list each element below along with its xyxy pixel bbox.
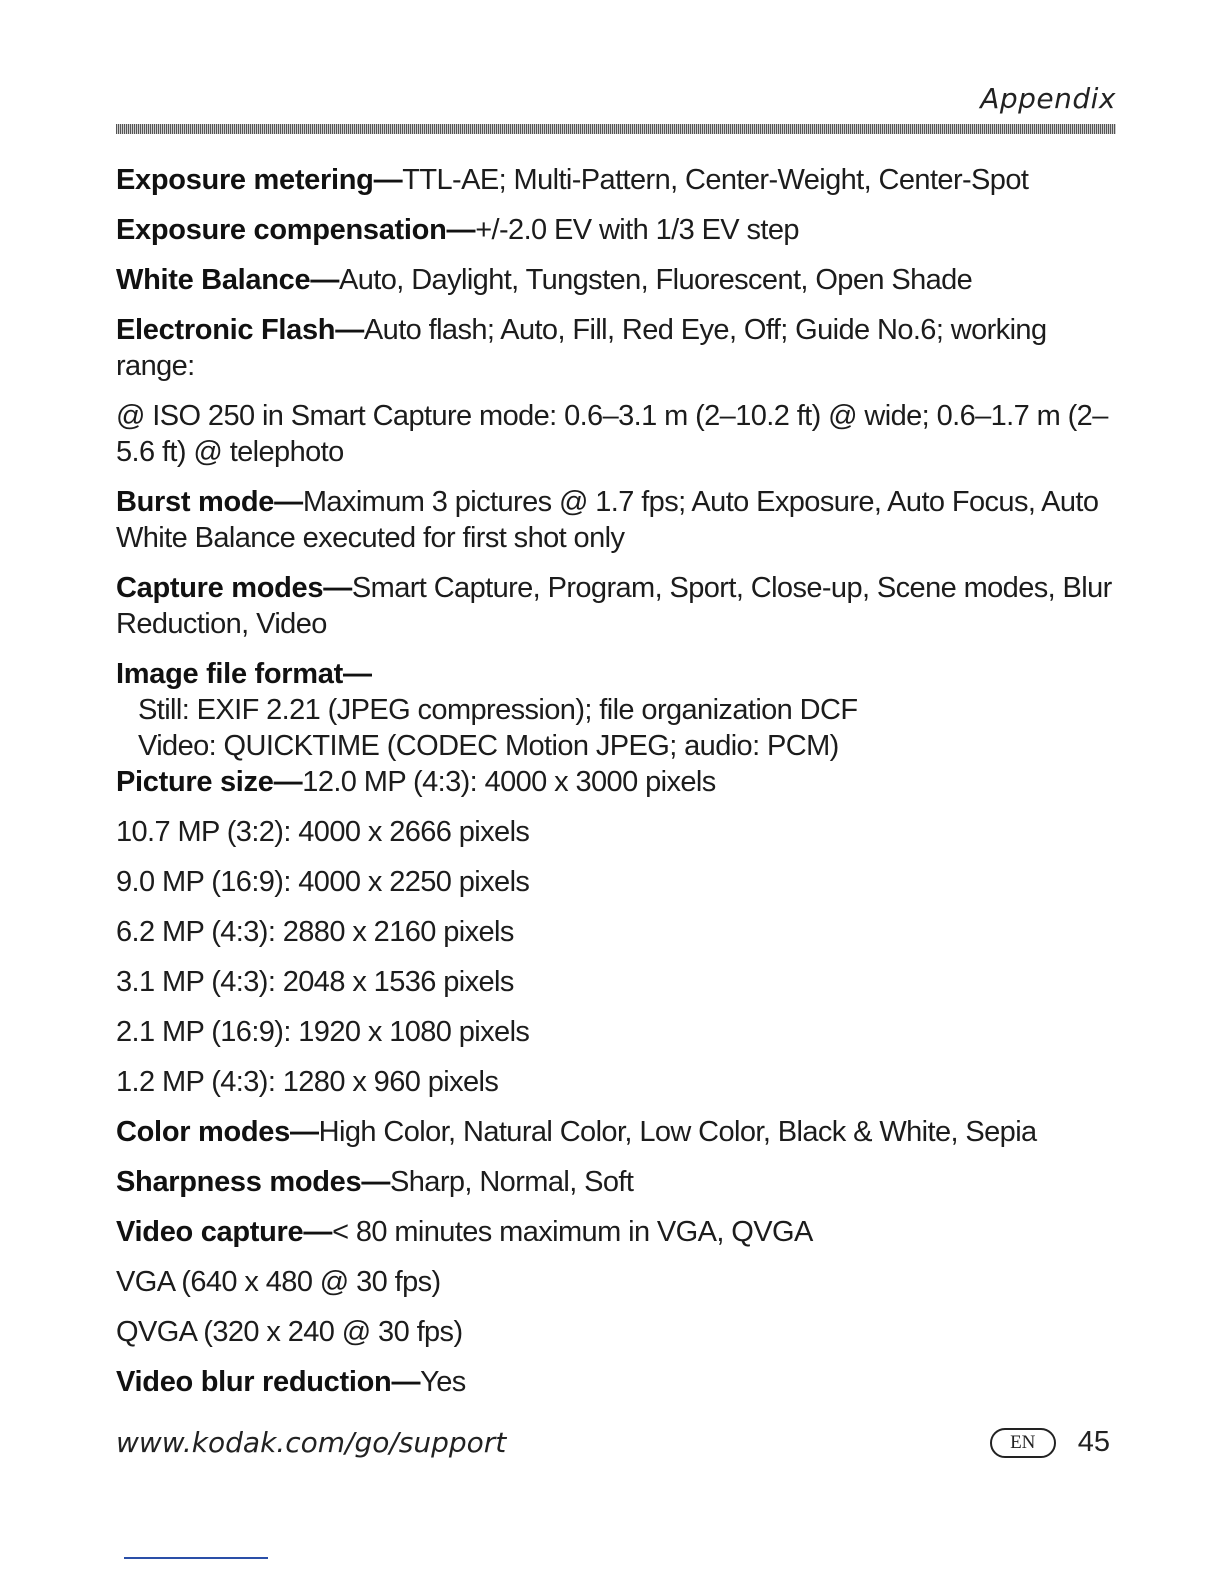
spec-detail-line bbox=[116, 914, 1116, 950]
spec-term: Exposure compensation bbox=[116, 214, 447, 246]
bottom-divider bbox=[124, 1557, 268, 1559]
spec-list bbox=[116, 162, 1116, 1400]
spec-item bbox=[116, 484, 1116, 556]
spec-term: Picture size bbox=[116, 766, 274, 798]
footer-support-url[interactable]: www.kodak.com/go/support bbox=[116, 1426, 507, 1459]
spec-detail-line bbox=[116, 728, 1116, 764]
spec-separator: — bbox=[446, 214, 476, 246]
spec-value: 1.2 MP (4:3): 1280 x 960 pixels bbox=[116, 1066, 499, 1098]
spec-item bbox=[116, 1214, 1116, 1250]
spec-value: Maximum 3 pictures @ 1.7 fps; Auto Exposure, Auto Focus, Auto White Balance executed for first shot only bbox=[116, 486, 1099, 554]
spec-separator: — bbox=[303, 1216, 333, 1248]
spec-value: Smart Capture, Program, Sport, Close-up, Scene modes, Blur Reduction, Video bbox=[116, 572, 1112, 640]
spec-separator: — bbox=[342, 658, 372, 690]
spec-separator: — bbox=[310, 264, 340, 296]
spec-detail-line bbox=[116, 398, 1116, 470]
spec-value: Auto, Daylight, Tungsten, Fluorescent, Open Shade bbox=[339, 264, 973, 296]
spec-item bbox=[116, 262, 1116, 298]
spec-item bbox=[116, 1164, 1116, 1200]
spec-detail-line bbox=[116, 1264, 1116, 1300]
spec-value: High Color, Natural Color, Low Color, Black & White, Sepia bbox=[318, 1116, 1037, 1148]
header-title: Appendix bbox=[980, 82, 1116, 115]
spec-separator: — bbox=[289, 1116, 319, 1148]
spec-value: TTL-AE; Multi-Pattern, Center-Weight, Center-Spot bbox=[402, 164, 1029, 196]
spec-value: @ ISO 250 in Smart Capture mode: 0.6–3.1 m (2–10.2 ft) @ wide; 0.6–1.7 m (2–5.6 ft) @ telephoto bbox=[116, 400, 1108, 468]
spec-separator: — bbox=[273, 766, 303, 798]
spec-item bbox=[116, 162, 1116, 198]
spec-value: 9.0 MP (16:9): 4000 x 2250 pixels bbox=[116, 866, 530, 898]
spec-detail-line bbox=[116, 1014, 1116, 1050]
spec-term: White Balance bbox=[116, 264, 311, 296]
spec-item bbox=[116, 656, 1116, 692]
spec-separator: — bbox=[323, 572, 352, 604]
spec-item bbox=[116, 1364, 1116, 1400]
spec-item bbox=[116, 764, 1116, 800]
header-divider bbox=[116, 124, 1116, 134]
spec-value: VGA (640 x 480 @ 30 fps) bbox=[116, 1266, 441, 1298]
footer-page-info bbox=[990, 1426, 1110, 1459]
spec-term: Exposure metering bbox=[116, 164, 374, 196]
spec-detail-line bbox=[116, 692, 1116, 728]
spec-item bbox=[116, 312, 1116, 384]
spec-separator: — bbox=[335, 314, 364, 346]
spec-value: < 80 minutes maximum in VGA, QVGA bbox=[332, 1216, 813, 1248]
spec-value: 10.7 MP (3:2): 4000 x 2666 pixels bbox=[116, 816, 530, 848]
spec-separator: — bbox=[361, 1166, 391, 1198]
spec-item bbox=[116, 1114, 1116, 1150]
spec-detail-line bbox=[116, 1314, 1116, 1350]
spec-value: 2.1 MP (16:9): 1920 x 1080 pixels bbox=[116, 1016, 530, 1048]
spec-term: Burst mode bbox=[116, 486, 275, 518]
spec-value: Still: EXIF 2.21 (JPEG compression); file organization DCF bbox=[138, 694, 858, 726]
spec-value: Sharp, Normal, Soft bbox=[390, 1166, 634, 1198]
spec-detail-line bbox=[116, 1064, 1116, 1100]
spec-term: Video capture bbox=[116, 1216, 304, 1248]
spec-separator: — bbox=[391, 1366, 421, 1398]
spec-detail-line bbox=[116, 964, 1116, 1000]
spec-value: 12.0 MP (4:3): 4000 x 3000 pixels bbox=[302, 766, 716, 798]
page-number: 45 bbox=[1077, 1426, 1110, 1458]
spec-value: 3.1 MP (4:3): 2048 x 1536 pixels bbox=[116, 966, 514, 998]
spec-term: Video blur reduction bbox=[116, 1366, 392, 1398]
spec-item bbox=[116, 570, 1116, 642]
spec-value: +/-2.0 EV with 1/3 EV step bbox=[475, 214, 799, 246]
spec-term: Color modes bbox=[116, 1116, 290, 1148]
spec-detail-line bbox=[116, 814, 1116, 850]
spec-separator: — bbox=[373, 164, 403, 196]
language-badge: EN bbox=[990, 1428, 1056, 1458]
spec-value: 6.2 MP (4:3): 2880 x 2160 pixels bbox=[116, 916, 514, 948]
spec-term: Capture modes bbox=[116, 572, 324, 604]
spec-term: Electronic Flash bbox=[116, 314, 336, 346]
spec-separator: — bbox=[274, 486, 303, 518]
spec-term: Image file format bbox=[116, 658, 343, 690]
spec-value: QVGA (320 x 240 @ 30 fps) bbox=[116, 1316, 463, 1348]
spec-value: Yes bbox=[420, 1366, 466, 1398]
spec-item bbox=[116, 212, 1116, 248]
spec-term: Sharpness modes bbox=[116, 1166, 362, 1198]
spec-detail-line bbox=[116, 864, 1116, 900]
spec-value: Auto flash; Auto, Fill, Red Eye, Off; Guide No.6; working range: bbox=[116, 314, 1047, 382]
spec-value: Video: QUICKTIME (CODEC Motion JPEG; audio: PCM) bbox=[138, 730, 839, 762]
